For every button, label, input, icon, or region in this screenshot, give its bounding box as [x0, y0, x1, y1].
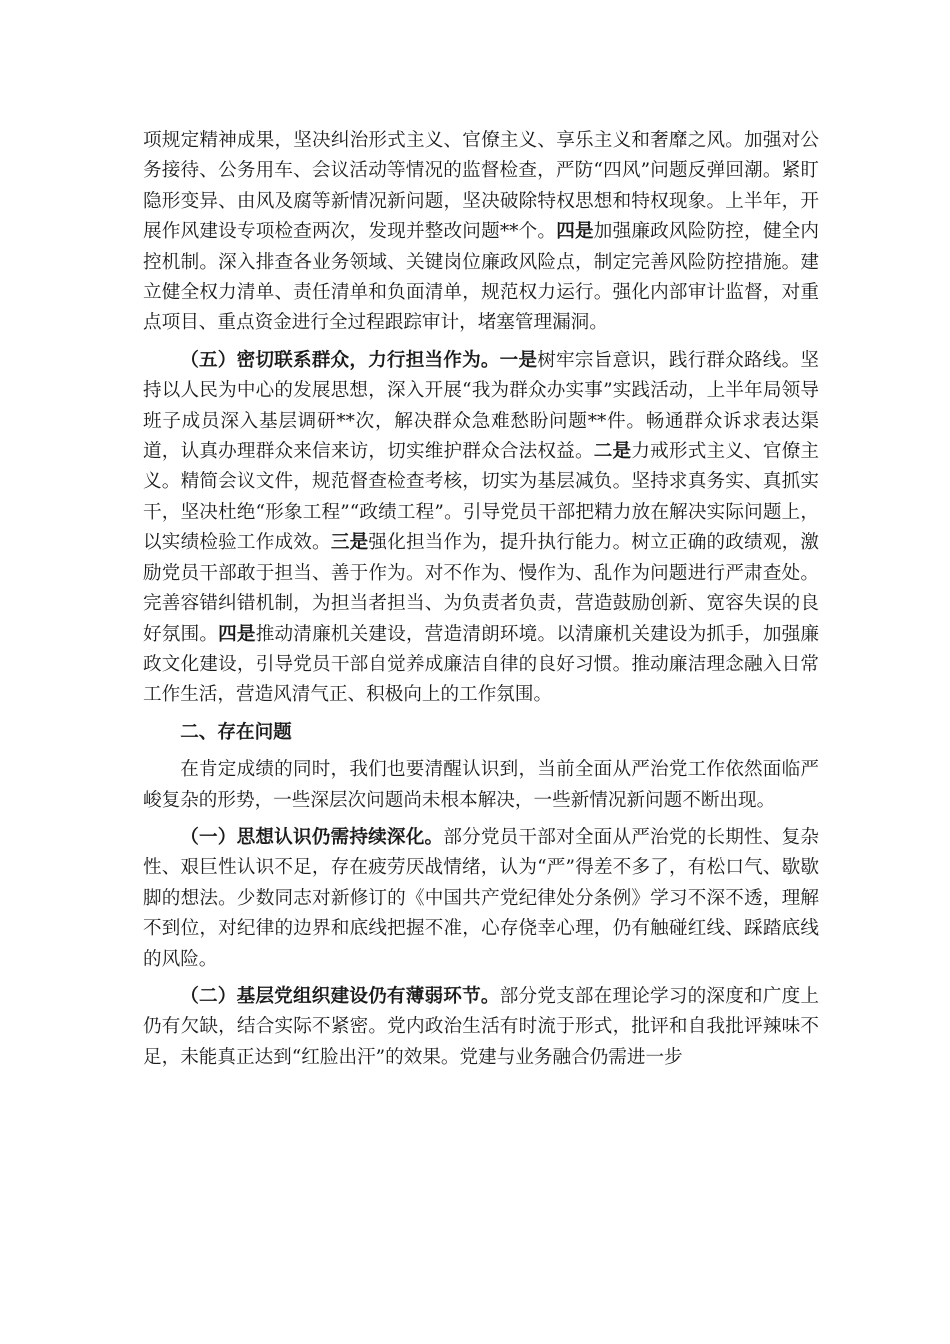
- section-heading-inline: （五）密切联系群众，力行担当作为。: [180, 349, 500, 371]
- document-body: [143, 126, 819, 1080]
- text-run: 部分党支部在理论学习的深度和广度上仍有欠缺，结合实际不紧密。党内政治生活有时流于形式，批评和自我批评辣味不足，未能真正达到“红脸出汗”的效果。党建与业务融合仍需进一步: [143, 985, 819, 1068]
- text-run: 在肯定成绩的同时，我们也要清醒认识到，当前全面从严治党工作依然面临严峻复杂的形势，一些深层次问题尚未根本解决，一些新情况新问题不断出现。: [143, 759, 819, 811]
- text-run: 力戒形式主义、官僚主义。精简会议文件，规范督查检查考核，切实为基层减负。坚持求真务实、真抓实干，坚决杜绝“形象工程”“政绩工程”。引导党员干部把精力放在解决实际问题上，以实绩检验工作成效。: [143, 441, 819, 554]
- text-run: 加强廉政风险防控，健全内控机制。深入排查各业务领域、关键岗位廉政风险点，制定完善风险防控措施。建立健全权力清单、责任清单和负面清单，规范权力运行。强化内部审计监督，对重点项目、重点资金进行全过程跟踪审计，堵塞管理漏洞。: [143, 221, 819, 334]
- text-run: 项规定精神成果，坚决纠治形式主义、官僚主义、享乐主义和奢靡之风。加强对公务接待、公务用车、会议活动等情况的监督检查，严防“四风”问题反弹回潮。紧盯隐形变异、由风及腐等新情况新问题，坚决破除特权思想和特权现象。上半年，开展作风建设专项检查两次，发现并整改问题**个。: [143, 130, 819, 243]
- text-run: 推动清廉机关建设，营造清朗环境。以清廉机关建设为抓手，加强廉政文化建设，引导党员干部自觉养成廉洁自律的良好习惯。推动廉洁理念融入日常工作生活，营造风清气正、积极向上的工作氛围。: [143, 623, 819, 706]
- section-heading-problems: 二、存在问题: [180, 721, 292, 743]
- text-run: 部分党员干部对全面从严治党的长期性、复杂性、艰巨性认识不足，存在疲劳厌战情绪，认为“严”得差不多了，有松口气、歇歇脚的想法。少数同志对新修订的《中国共产党纪律处分条例》学习不深不透，理解不到位，对纪律的边界和底线把握不准，心存侥幸心理，仍有触碰红线、踩踏底线的风险。: [143, 826, 819, 970]
- paragraph-section-five: [143, 346, 819, 711]
- bold-keyword: 三是: [330, 532, 369, 554]
- subsection-heading-inline: （一）思想认识仍需持续深化。: [180, 826, 444, 848]
- paragraph-problems-intro: [143, 755, 819, 816]
- bold-keyword: 四是: [218, 623, 256, 645]
- text-run: 强化担当作为，提升执行能力。树立正确的政绩观，激励党员干部敢于担当、善于作为。对不作为、慢作为、乱作为问题进行严肃查处。完善容错纠错机制，为担当者担当、为负责者负责，营造鼓励创新、宽容失误的良好氛围。: [143, 532, 819, 645]
- paragraph-discipline-continued: [143, 126, 819, 339]
- subsection-heading-inline: （二）基层党组织建设仍有薄弱环节。: [180, 985, 500, 1007]
- paragraph-problem-two: [143, 982, 819, 1073]
- text-run: 树牢宗旨意识，践行群众路线。坚持以人民为中心的发展思想，深入开展“我为群众办实事”实践活动，上半年局领导班子成员深入基层调研**次，解决群众急难愁盼问题**件。畅通群众诉求表达渠道，认真办理群众来信来访，切实维护群众合法权益。: [143, 349, 819, 463]
- bold-keyword: 四是: [556, 221, 594, 243]
- bold-keyword: 一是: [499, 349, 538, 371]
- paragraph-problem-one: [143, 823, 819, 975]
- bold-keyword: 二是: [593, 441, 632, 463]
